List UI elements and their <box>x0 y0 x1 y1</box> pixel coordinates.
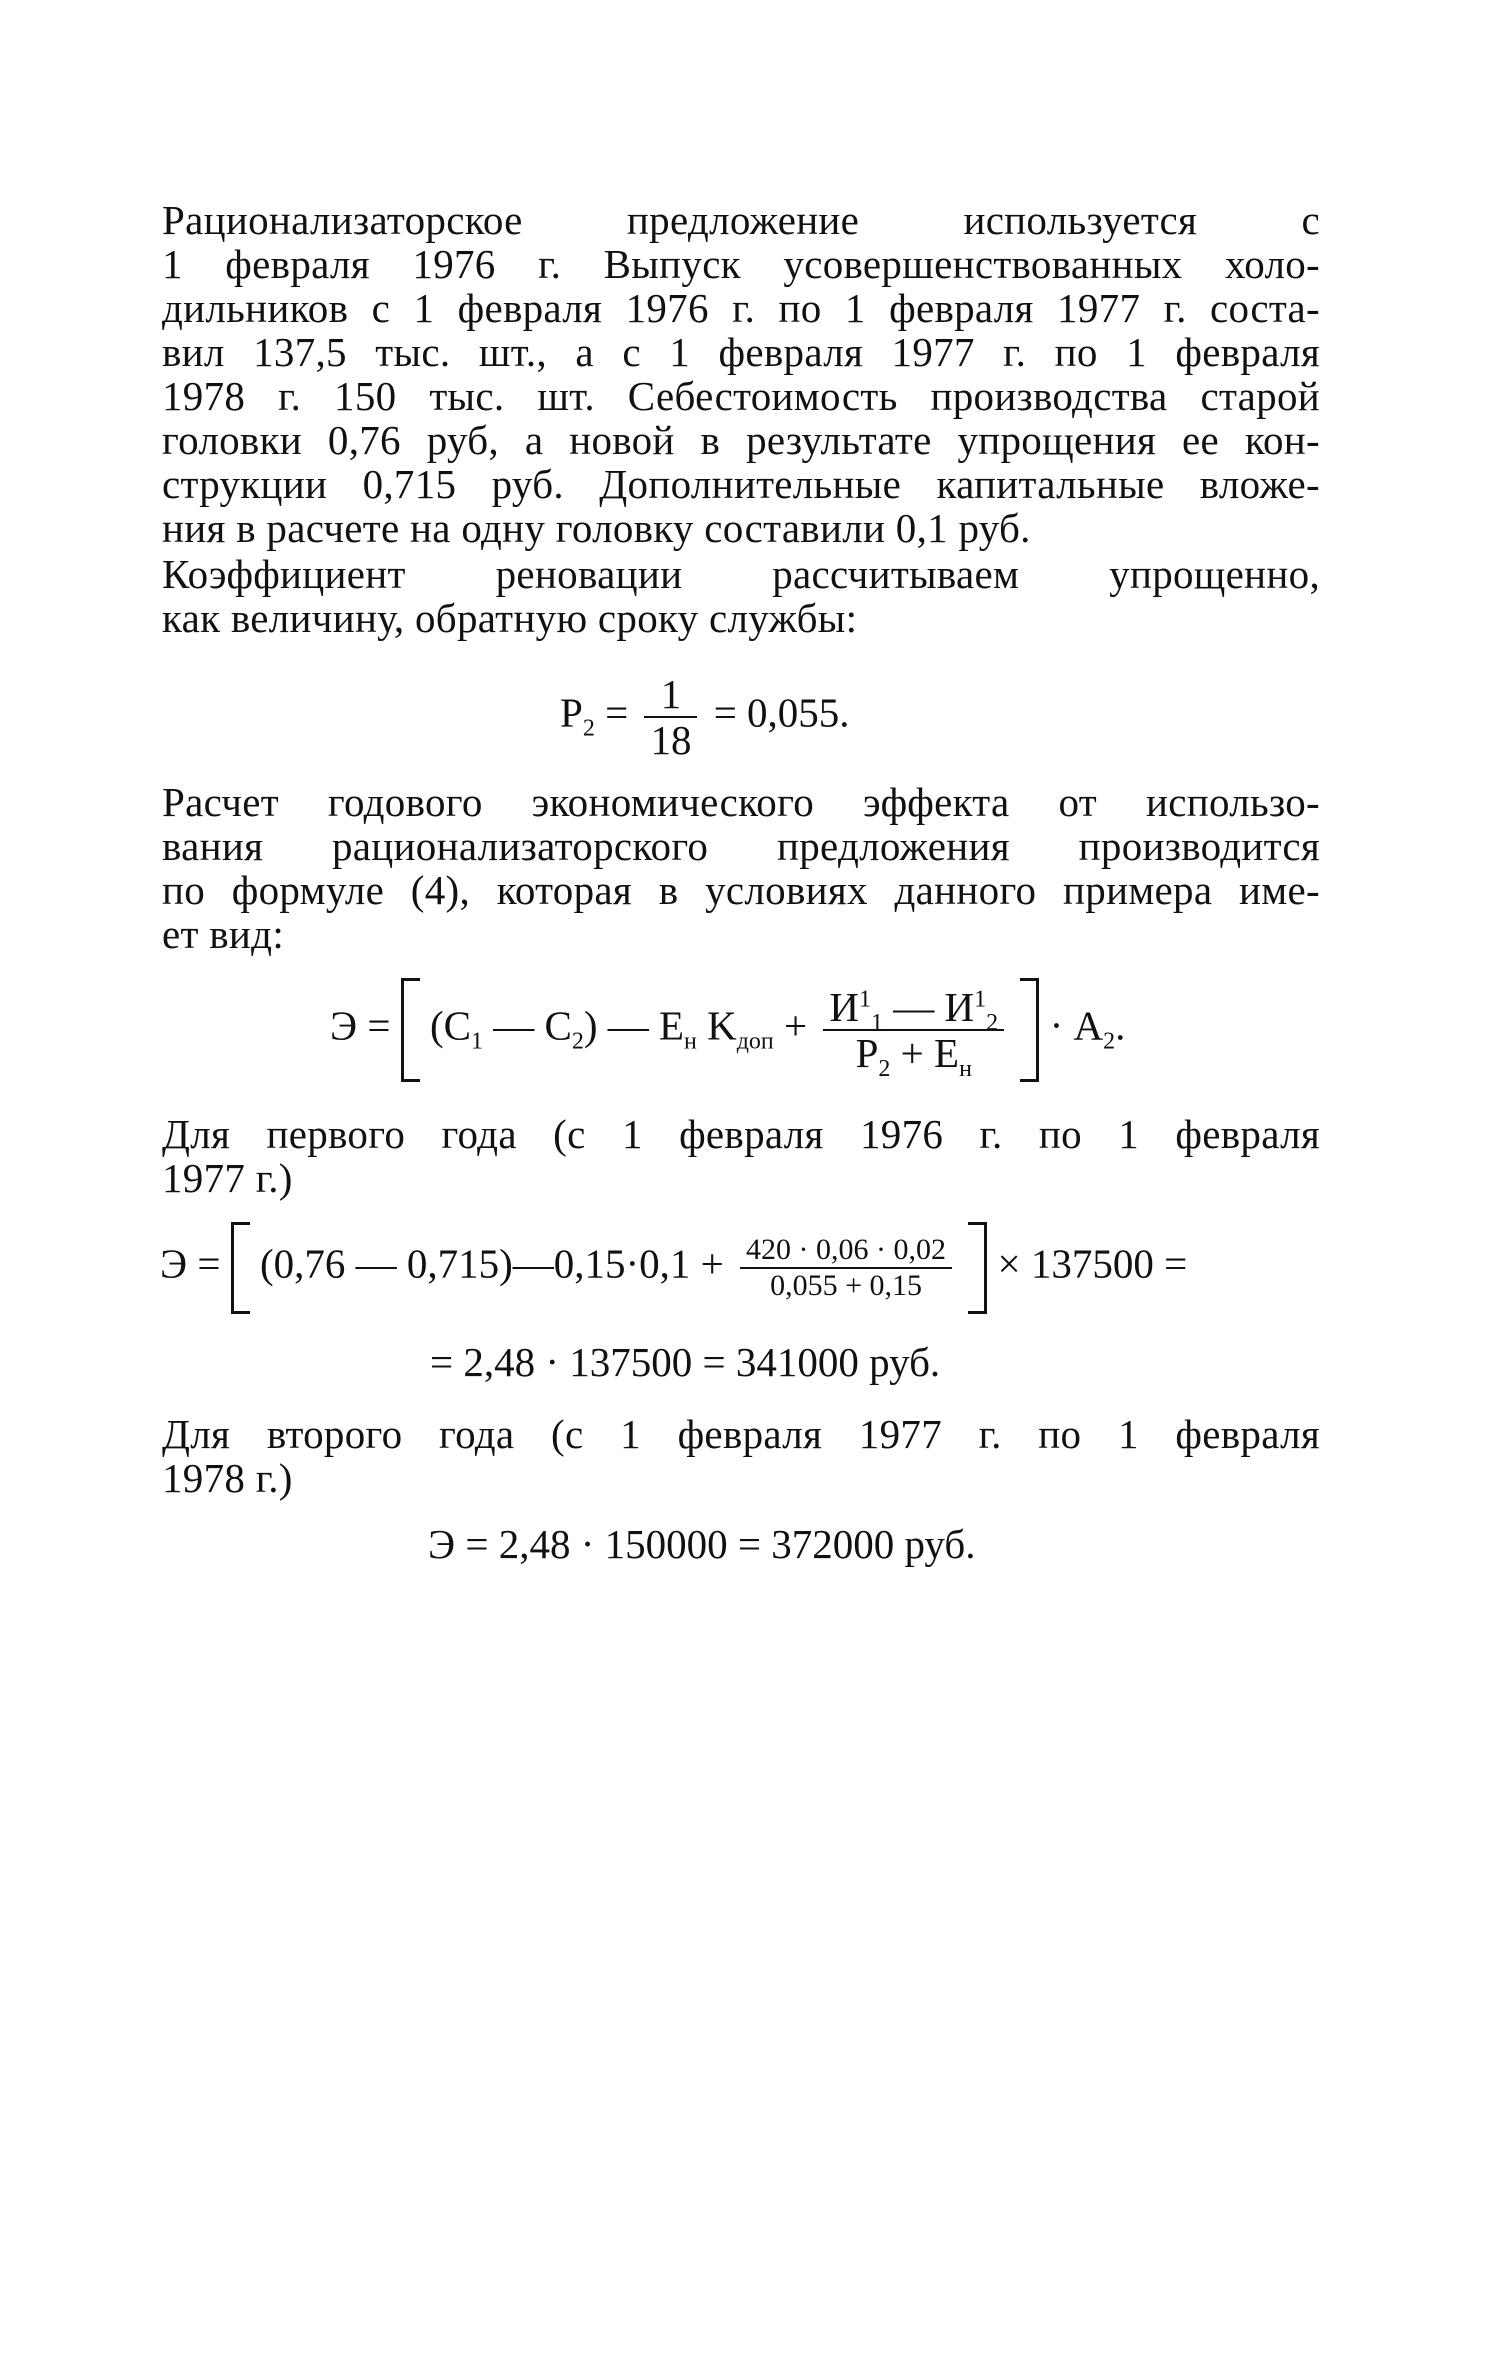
text-line: ет вид: <box>162 911 285 957</box>
formula-term: · A <box>1049 1002 1104 1049</box>
text-line: головки 0,76 руб, а новой в результате упрощения ее кон- <box>162 417 1320 463</box>
formula-tail: × 137500 = <box>997 1240 1188 1287</box>
formula-body: (0,76 — 0,715)—0,15·0,1 + <box>259 1240 724 1287</box>
fraction-denominator <box>823 1030 1004 1083</box>
fraction-numerator <box>823 984 1004 1037</box>
text-line: 1978 г. 150 тыс. шт. Себестоимость производства старой <box>162 373 1320 419</box>
formula-superscript: 1 <box>859 986 872 1013</box>
formula-term: + E <box>890 1030 960 1076</box>
formula-lhs: Э = <box>160 1240 221 1287</box>
fraction-numerator: 1 <box>644 672 697 718</box>
text-line: Для первого года (с 1 февраля 1976 г. по 1 февраля <box>162 1111 1320 1157</box>
formula-subscript: 2 <box>571 1028 584 1055</box>
fraction <box>644 672 697 762</box>
formula-result: = 0,055. <box>713 689 850 736</box>
left-bracket <box>401 978 420 1082</box>
formula-term: ) <box>583 1002 598 1049</box>
formula-subscript: доп <box>736 1028 774 1055</box>
formula-term: K <box>696 1002 737 1049</box>
text-line: 1 февраля 1976 г. Выпуск усовершенствованных холо- <box>162 241 1320 287</box>
text-line: как величину, обратную сроку службы: <box>162 595 858 641</box>
formula-term: И <box>829 984 860 1030</box>
formula-symbol: P <box>560 689 583 736</box>
formula-subscript: 2 <box>986 1010 999 1037</box>
fraction <box>823 984 1004 1083</box>
formula-equals: = <box>605 689 629 736</box>
fraction-denominator: 0,055 + 0,15 <box>770 1269 922 1302</box>
paragraph-first-year <box>162 1112 1320 1200</box>
text-line: вания рационализаторского предложения производится <box>162 823 1320 869</box>
text-line: Рационализаторское предложение используется с <box>162 197 1320 243</box>
formula-first-year <box>160 1222 1187 1314</box>
formula-subscript: 2 <box>1103 1028 1116 1055</box>
text-line: ния в расчете на одну головку составили 0,1 руб. <box>162 505 1031 551</box>
formula-term: P <box>855 1030 879 1076</box>
formula-general <box>330 978 1125 1082</box>
formula-subscript: 1 <box>871 1010 884 1037</box>
text-line: вил 137,5 тыс. шт., а с 1 февраля 1977 г. по 1 февраля <box>162 329 1320 375</box>
formula-second-year <box>428 1522 976 1566</box>
formula-term: . <box>1115 1002 1126 1049</box>
paragraph-second-year <box>162 1412 1320 1500</box>
fraction-denominator: 18 <box>650 717 692 763</box>
formula-term: + <box>773 1002 808 1049</box>
formula-text: Э = 2,48 · 150000 = 372000 руб. <box>428 1521 976 1567</box>
text-line: Коэффициент реновации рассчитываем упрощенно, <box>162 551 1320 597</box>
formula-text: = 2,48 · 137500 = 341000 руб. <box>430 1339 941 1385</box>
formula-term: — C <box>482 1002 572 1049</box>
formula-subscript: н <box>684 1028 697 1055</box>
right-bracket <box>968 1222 987 1314</box>
text-line: дильников с 1 февраля 1976 г. по 1 февраля 1977 г. соста- <box>162 285 1320 331</box>
fraction <box>740 1233 952 1303</box>
text-line: 1978 г.) <box>162 1455 293 1501</box>
formula-term: (C <box>429 1002 471 1049</box>
text-line: Для второго года (с 1 февраля 1977 г. по 1 февраля <box>162 1411 1320 1457</box>
formula-term: — И <box>883 984 975 1030</box>
formula-first-year-result <box>430 1340 940 1384</box>
formula-subscript: 1 <box>470 1028 483 1055</box>
formula-superscript: 1 <box>974 986 987 1013</box>
paragraph-renovation <box>162 552 1320 640</box>
text-line: по формуле (4), которая в условиях данного примера име- <box>162 867 1320 913</box>
formula-subscript: 2 <box>878 1056 891 1083</box>
formula-renovation <box>560 672 850 762</box>
formula-term: — E <box>597 1002 685 1049</box>
text-line: 1977 г.) <box>162 1155 293 1201</box>
left-bracket <box>231 1222 250 1314</box>
text-line: Расчет годового экономического эффекта от использо- <box>162 779 1320 825</box>
text-line: струкции 0,715 руб. Дополнительные капитальные вложе- <box>162 461 1320 507</box>
formula-subscript: н <box>959 1056 972 1083</box>
right-bracket <box>1020 978 1039 1082</box>
formula-lhs: Э = <box>330 1002 391 1049</box>
formula-subscript: 2 <box>582 715 595 742</box>
paragraph-intro <box>162 198 1320 550</box>
paragraph-calculation <box>162 780 1320 956</box>
fraction-numerator: 420 · 0,06 · 0,02 <box>740 1233 952 1269</box>
